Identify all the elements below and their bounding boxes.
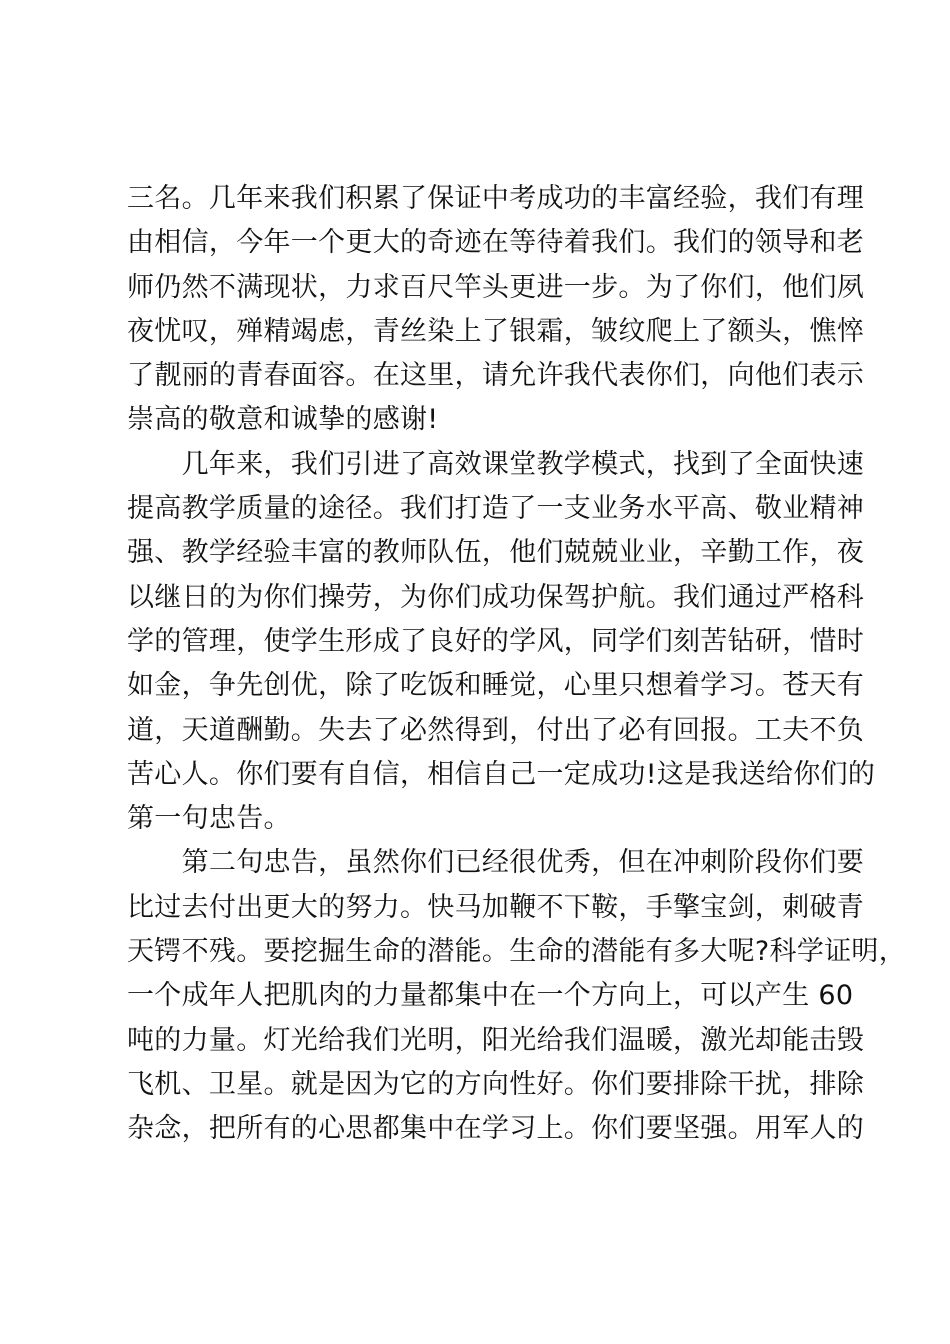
text-line: 第一句忠告。 — [127, 803, 291, 835]
text-line: 如金，争先创优，除了吃饭和睡觉，心里只想着学习。苍天有 — [127, 670, 865, 702]
text-line: 以继日的为你们操劳，为你们成功保驾护航。我们通过严格科 — [127, 581, 865, 613]
text-line: 飞机、卫星。就是因为它的方向性好。你们要排除干扰，排除 — [127, 1068, 865, 1100]
text-line: 苦心人。你们要有自信，相信自己一定成功!这是我送给你们的 — [127, 758, 876, 790]
text-line: 天锷不残。要挖掘生命的潜能。生命的潜能有多大呢?科学证明， — [127, 936, 907, 968]
text-line: 吨的力量。灯光给我们光明，阳光给我们温暖，激光却能击毁 — [127, 1024, 865, 1056]
text-line: 一个成年人把肌肉的力量都集中在一个方向上，可以产生 60 — [127, 980, 854, 1012]
text-line: 由相信，今年一个更大的奇迹在等待着我们。我们的领导和老 — [127, 227, 865, 259]
text-line: 几年来，我们引进了高效课堂教学模式，找到了全面快速 — [127, 448, 865, 480]
text-line: 了靓丽的青春面容。在这里，请允许我代表你们，向他们表示 — [127, 360, 865, 392]
text-line: 三名。几年来我们积累了保证中考成功的丰富经验，我们有理 — [127, 183, 865, 214]
text-line: 崇高的敬意和诚挚的感谢! — [127, 404, 439, 436]
text-line: 学的管理，使学生形成了良好的学风，同学们刻苦钻研，惜时 — [127, 625, 865, 657]
text-line: 杂念，把所有的心思都集中在学习上。你们要坚强。用军人的 — [127, 1113, 865, 1145]
text-line: 强、教学经验丰富的教师队伍，他们兢兢业业，辛勤工作，夜 — [127, 537, 865, 569]
text-line: 师仍然不满现状，力求百尺竿头更进一步。为了你们，他们夙 — [127, 271, 865, 303]
text-line: 比过去付出更大的努力。快马加鞭不下鞍，手擎宝剑，刺破青 — [127, 891, 865, 923]
text-line: 提高教学质量的途径。我们打造了一支业务水平高、敬业精神 — [127, 493, 865, 525]
text-line: 第二句忠告，虽然你们已经很优秀，但在冲刺阶段你们要 — [127, 847, 865, 879]
text-line: 夜忧叹，殚精竭虑，青丝染上了银霜，皱纹爬上了额头，憔悴 — [127, 315, 865, 347]
body-text — [127, 177, 907, 1152]
text-line: 道，天道酬勤。失去了必然得到，付出了必有回报。工夫不负 — [127, 714, 865, 746]
